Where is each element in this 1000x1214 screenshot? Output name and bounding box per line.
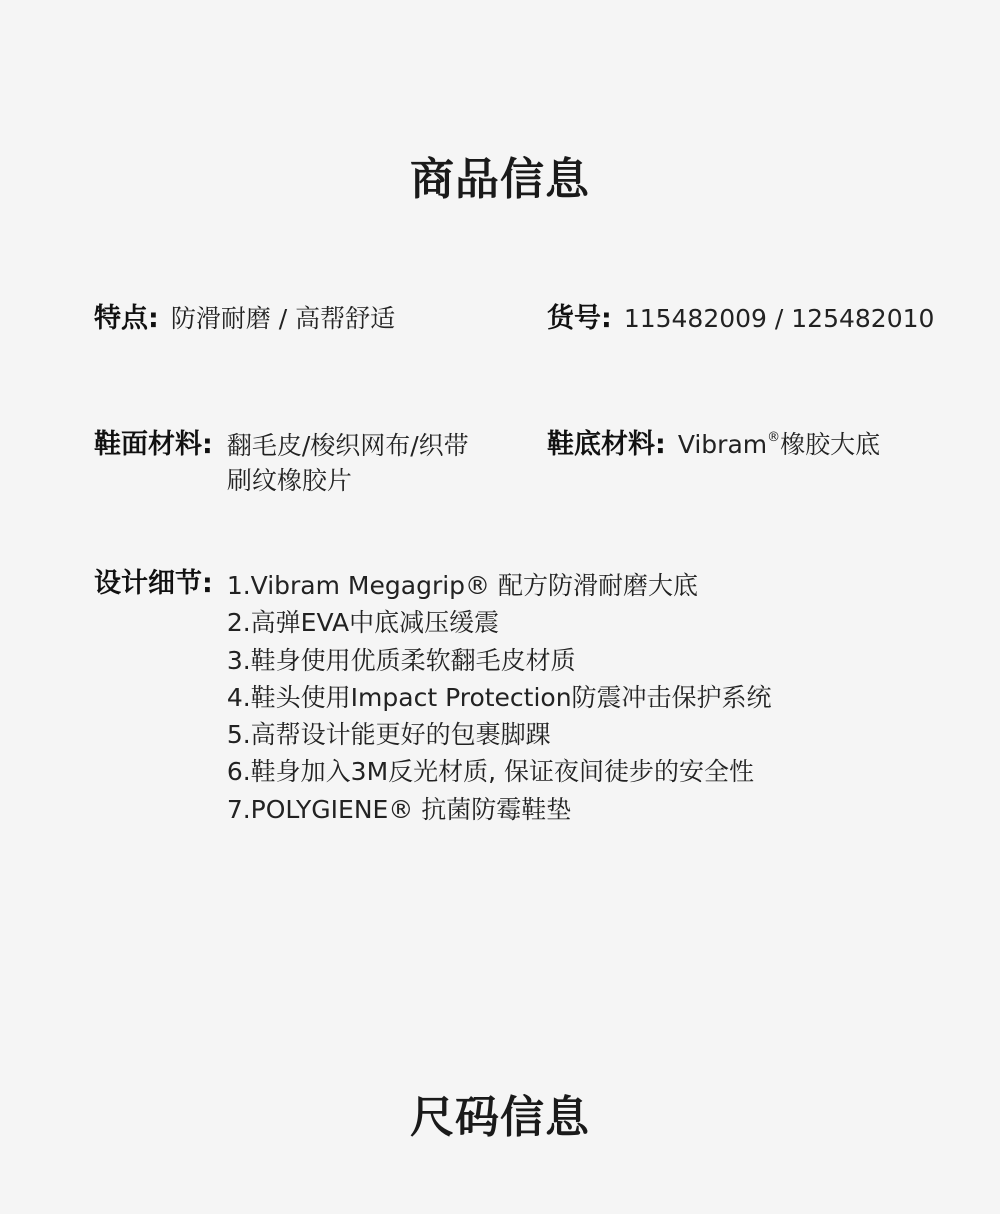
- design-detail-item: 6.鞋身加入3M反光材质, 保证夜间徒步的安全性: [226, 757, 755, 787]
- design-details-list: [227, 567, 772, 828]
- upper-material-value: [227, 428, 469, 498]
- features-value: 防滑耐磨 / 高帮舒适: [170, 304, 396, 333]
- product-info-title: 商品信息: [410, 154, 590, 205]
- upper-material-label: 鞋面材料:: [94, 429, 213, 460]
- article-number-value: 115482009 / 125482010: [623, 304, 935, 333]
- registered-mark: ®: [767, 430, 781, 445]
- design-detail-item: 3.鞋身使用优质柔软翻毛皮材质: [226, 645, 576, 675]
- article-number-label: 货号:: [547, 303, 612, 334]
- features-row: [94, 302, 395, 336]
- upper-material-line: 刷纹橡胶片: [226, 466, 352, 495]
- sole-material-value: [678, 428, 880, 462]
- sole-brand: Vibram: [677, 430, 768, 459]
- design-details-label: 设计细节:: [94, 568, 213, 599]
- design-detail-item: 7.POLYGIENE® 抗菌防霉鞋垫: [226, 794, 572, 824]
- upper-material-line: 翻毛皮/梭织网布/织带: [226, 431, 469, 460]
- design-detail-item: 4.鞋头使用Impact Protection防震冲击保护系统: [226, 682, 772, 712]
- design-detail-item: 1.Vibram Megagrip® 配方防滑耐磨大底: [226, 571, 698, 600]
- design-detail-item: 5.高帮设计能更好的包裹脚踝: [226, 720, 551, 750]
- sole-material-rest: 橡胶大底: [780, 430, 881, 459]
- upper-material-row: [94, 428, 469, 498]
- sole-material-row: [547, 428, 880, 462]
- design-detail-item: 2.高弹EVA中底减压缓震: [226, 608, 500, 638]
- article-number-row: [547, 302, 934, 336]
- sole-material-label: 鞋底材料:: [547, 429, 666, 460]
- features-label: 特点:: [94, 303, 159, 334]
- size-info-title: 尺码信息: [410, 1092, 590, 1143]
- design-details-row: [94, 567, 772, 828]
